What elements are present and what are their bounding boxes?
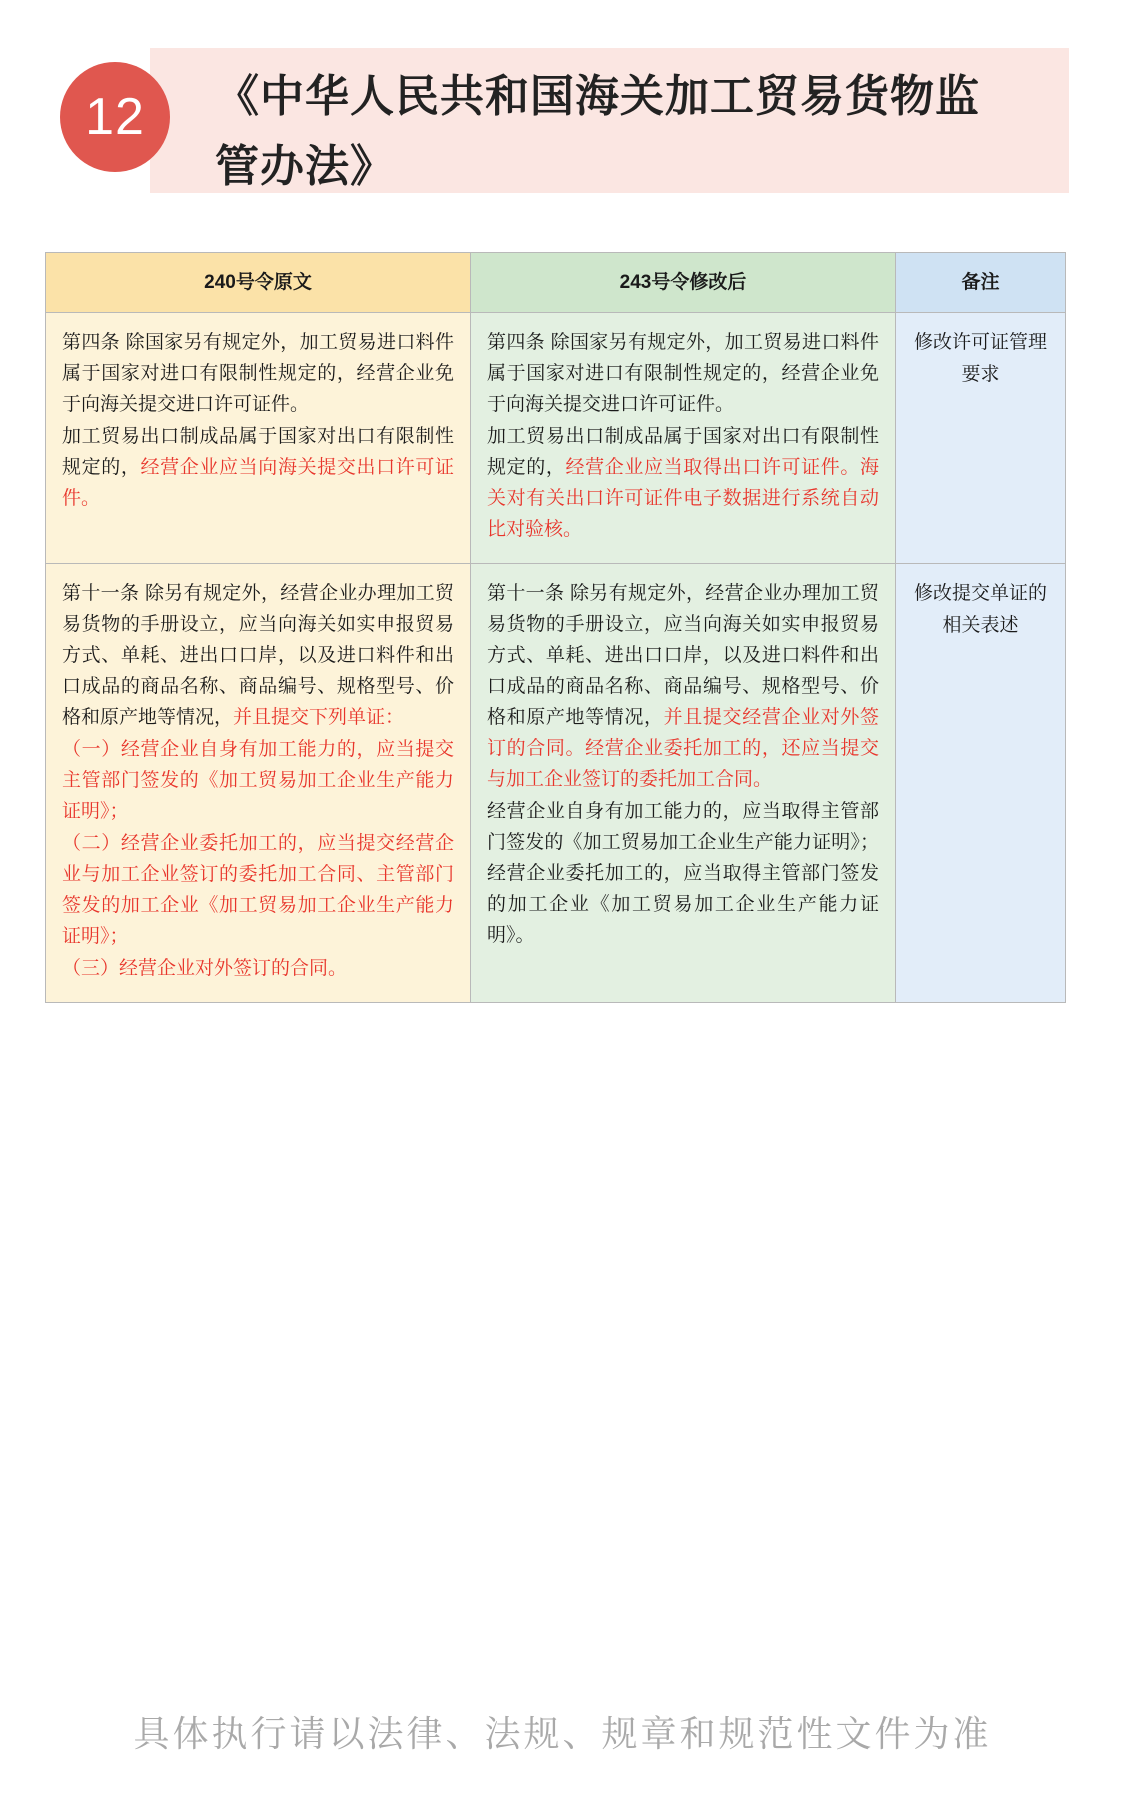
paragraph xyxy=(487,578,879,795)
section-number-badge: 12 xyxy=(60,62,170,172)
cell-remark-article-11: 修改提交单证的相关表述 xyxy=(896,564,1066,1003)
table-body xyxy=(46,313,1066,1003)
comparison-table xyxy=(45,252,1066,1003)
cell-original-article-11 xyxy=(46,564,471,1003)
paragraph xyxy=(62,578,454,733)
footer-disclaimer: 具体执行请以法律、法规、规章和规范性文件为准 xyxy=(133,1713,992,1754)
paragraph xyxy=(62,327,454,420)
paragraph xyxy=(62,953,454,984)
text-run-highlight: 并且提交下列单证： xyxy=(233,707,405,728)
text-run: 加工贸易出口制成品属于国家对出口有限制性规定的， xyxy=(487,426,879,478)
paragraph xyxy=(487,796,879,951)
paragraph xyxy=(62,828,454,952)
paragraph-group xyxy=(487,578,879,951)
column-header-revised: 243号令修改后 xyxy=(471,253,896,313)
table-header xyxy=(46,253,1066,313)
paragraph xyxy=(62,421,454,514)
cell-original-article-4 xyxy=(46,313,471,564)
cell-revised-article-4 xyxy=(471,313,896,564)
text-run: 加工贸易出口制成品属于国家对出口有限制性规定的， xyxy=(62,426,454,478)
cell-remark-article-4: 修改许可证管理要求 xyxy=(896,313,1066,564)
text-run: 第四条 除国家另有规定外，加工贸易进口料件属于国家对进口有限制性规定的，经营企业免于向海关提交进口许可证件。 xyxy=(62,332,454,415)
column-header-original: 240号令原文 xyxy=(46,253,471,313)
text-run: 经营企业自身有加工能力的，应当取得主管部门签发的《加工贸易加工企业生产能力证明》；经营企业委托加工的，应当取得主管部门签发的加工企业《加工贸易加工企业生产能力证明》。 xyxy=(487,801,879,946)
comparison-table-container xyxy=(45,252,1065,1003)
text-run: 第十一条 除另有规定外，经营企业办理加工贸易货物的手册设立，应当向海关如实申报贸易方式、单耗、进出口口岸，以及进口料件和出口成品的商品名称、商品编号、规格型号、价格和原产地等情况， xyxy=(62,583,454,728)
text-run: （二）经营企业委托加工的，应当提交经营企业与加工企业签订的委托加工合同、主管部门签发的加工企业《加工贸易加工企业生产能力证明》； xyxy=(62,833,454,947)
table-row xyxy=(46,564,1066,1003)
paragraph-group xyxy=(62,327,454,514)
page-title: 《中华人民共和国海关加工贸易货物监管办法》 xyxy=(215,72,980,191)
table-header-row xyxy=(46,253,1066,313)
paragraph xyxy=(62,734,454,827)
text-run: 第十一条 除另有规定外，经营企业办理加工贸易货物的手册设立，应当向海关如实申报贸易方式、单耗、进出口口岸，以及进口料件和出口成品的商品名称、商品编号、规格型号、价格和原产地等情况， xyxy=(487,583,879,728)
text-run: （三）经营企业对外签订的合同。 xyxy=(62,958,348,979)
text-run: 第四条 除国家另有规定外，加工贸易进口料件属于国家对进口有限制性规定的，经营企业免于向海关提交进口许可证件。 xyxy=(487,332,879,415)
paragraph-group xyxy=(487,327,879,545)
table-row xyxy=(46,313,1066,564)
column-header-remark: 备注 xyxy=(896,253,1066,313)
paragraph xyxy=(487,421,879,545)
paragraph-group xyxy=(62,578,454,984)
text-run-highlight: 经营企业应当向海关提交出口许可证件。 xyxy=(62,457,454,509)
text-run: （一）经营企业自身有加工能力的，应当提交主管部门签发的《加工贸易加工企业生产能力证明》； xyxy=(62,739,454,822)
cell-revised-article-11 xyxy=(471,564,896,1003)
text-run-highlight: 并且提交经营企业对外签订的合同。经营企业委托加工的，还应当提交与加工企业签订的委托加工合同。 xyxy=(487,707,879,790)
paragraph xyxy=(487,327,879,420)
text-run-highlight: 经营企业应当取得出口许可证件。海关对有关出口许可证件电子数据进行系统自动比对验核。 xyxy=(487,457,879,540)
